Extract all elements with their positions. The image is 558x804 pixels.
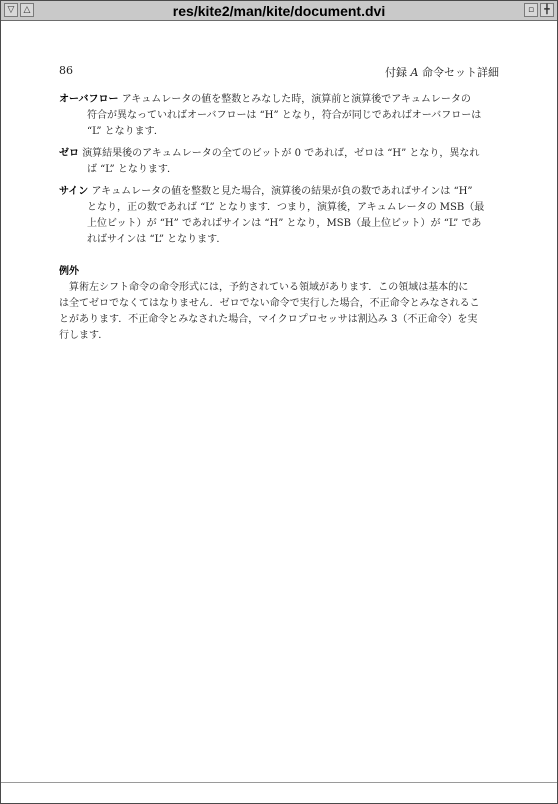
paragraph-line: 行します．: [59, 330, 109, 341]
minimize-button[interactable]: ▫: [524, 3, 538, 17]
iconify-button[interactable]: △: [20, 3, 34, 17]
entry-term: ゼロ: [59, 148, 79, 159]
entry-first-line: アキュムレータの値を整数と見た場合，演算後の結果が負の数であればサインは “H”: [91, 186, 473, 197]
entry-line: ば “L” となります．: [87, 164, 178, 175]
running-header: [385, 64, 499, 80]
header-suffix: 命令セット詳細: [422, 66, 499, 79]
entry-line: “L” となります．: [87, 126, 164, 137]
window-title: res/kite2/man/kite/document.dvi: [172, 3, 386, 19]
maximize-button[interactable]: ╋: [540, 3, 554, 17]
title-bar[interactable]: [1, 1, 557, 21]
entry-line: ればサインは “L” となります．: [87, 234, 227, 245]
entry-term: サイン: [59, 186, 89, 197]
exception-paragraph: [59, 280, 499, 344]
entry-term: オーバフロー: [59, 94, 119, 105]
entry-line: 符合が異なっていればオーバフローは “H” となり，符合が同じであればオーバフローは: [87, 110, 482, 121]
entry-line: となり，正の数であれば “L” となります．つまり，演算後，アキュムレータの MSB（最: [87, 202, 485, 213]
header-prefix: 付録: [385, 66, 408, 79]
paragraph-line: は全てゼロでなくてはなりません．ゼロでない命令で実行した場合，不正命令とみなされるこ: [59, 298, 480, 309]
entry-zero: [59, 146, 499, 178]
entry-first-line: 演算結果後のアキュムレータの全てのビットが 0 であれば，ゼロは “H” となり，異なれ: [82, 148, 480, 159]
header-letter: A: [410, 66, 419, 79]
entry-first-line: アキュムレータの値を整数とみなした時，演算前と演算後でアキュムレータの: [121, 94, 471, 105]
entry-overflow: [59, 92, 499, 140]
document-page: [1, 22, 557, 782]
entry-sign: [59, 184, 499, 248]
paragraph-line: とがあります．不正命令とみなされた場合，マイクロプロセッサは割込み 3（不正命令）を実: [59, 314, 478, 325]
paragraph-line: 算術左シフト命令の命令形式には，予約されている領域があります．この領域は基本的に: [69, 282, 469, 293]
entry-line: 上位ビット）が “H” であればサインは “H” となり，MSB（最上位ビット）が “L” であ: [87, 218, 482, 229]
section-title: 例外: [59, 266, 79, 277]
menu-button[interactable]: ▽: [4, 3, 18, 17]
page-number: 86: [59, 64, 73, 77]
window-bottom-edge[interactable]: [1, 782, 557, 803]
